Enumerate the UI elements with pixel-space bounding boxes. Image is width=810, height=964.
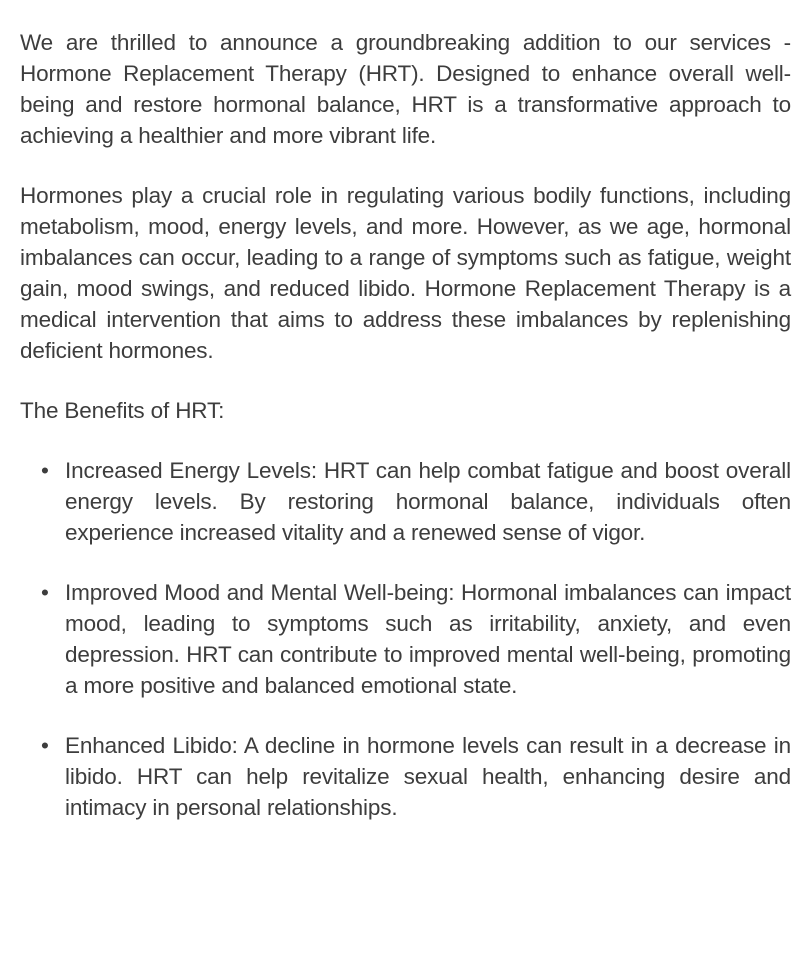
bullet-point-icon: •: [41, 580, 49, 605]
benefits-list: [20, 455, 791, 823]
list-item: [20, 455, 791, 548]
list-item-text: Improved Mood and Mental Well-being: Hormonal imbalances can impact mood, leading to symptoms such as irritability, anxiety, and even depression. HRT can contribute to improved mental well-being, promoting a more positive and balanced emotional state.: [65, 580, 791, 698]
intro-paragraph: We are thrilled to announce a groundbreaking addition to our services - Hormone Replacement Therapy (HRT). Designed to enhance overall well-being and restore hormonal balance, HRT is a transformative approach to achieving a healthier and more vibrant life.: [20, 30, 791, 148]
list-item: [20, 730, 791, 823]
hormones-overview-paragraph: Hormones play a crucial role in regulating various bodily functions, including metabolism, mood, energy levels, and more. However, as we age, hormonal imbalances can occur, leading to a range of symptoms such as fatigue, weight gain, mood swings, and reduced libido. Hormone Replacement Therapy is a medical intervention that aims to address these imbalances by replenishing deficient hormones.: [20, 183, 791, 363]
bullet-point-icon: •: [41, 458, 49, 483]
list-item: [20, 577, 791, 701]
list-item-text: Increased Energy Levels: HRT can help combat fatigue and boost overall energy levels. By restoring hormonal balance, individuals often experience increased vitality and a renewed sense of vigor.: [65, 458, 791, 545]
list-item-text: Enhanced Libido: A decline in hormone levels can result in a decrease in libido. HRT can help revitalize sexual health, enhancing desire and intimacy in personal relationships.: [65, 733, 791, 820]
benefits-heading: The Benefits of HRT:: [20, 398, 225, 423]
bullet-point-icon: •: [41, 733, 49, 758]
